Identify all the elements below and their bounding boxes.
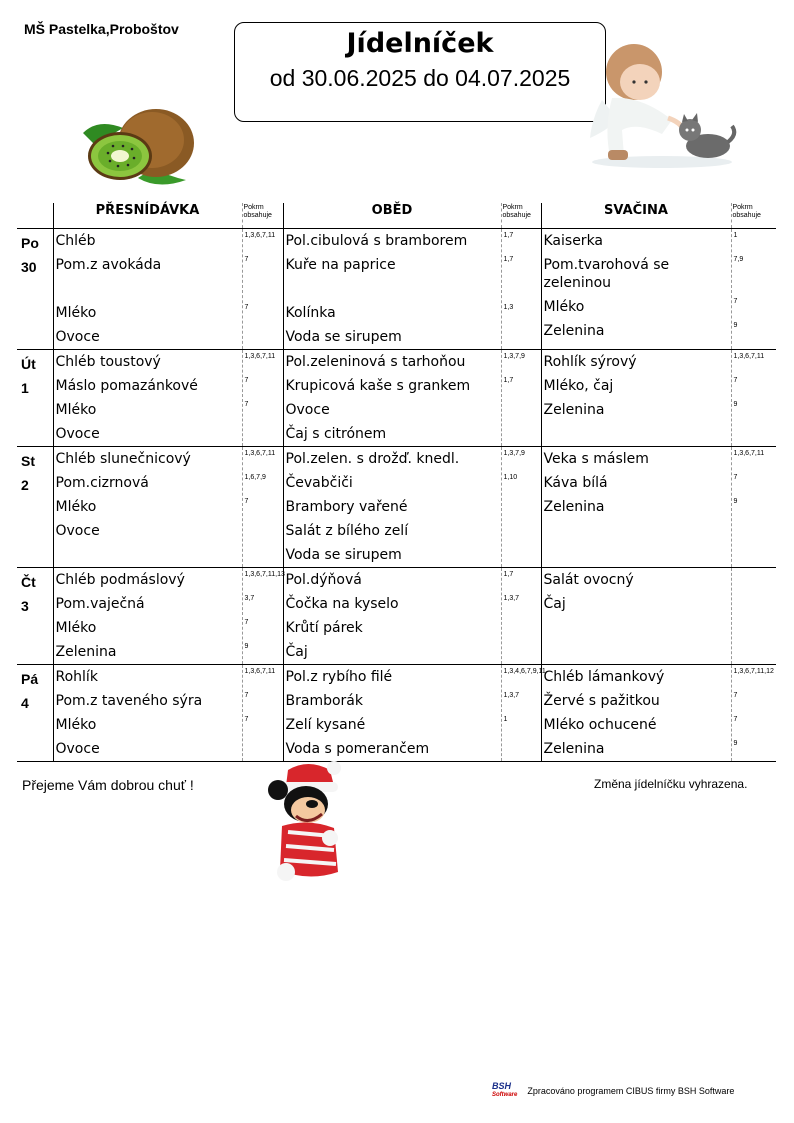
breakfast-allergen-code: 7 bbox=[244, 377, 249, 384]
lunch-allergen-code: 1 bbox=[503, 716, 508, 723]
snack-item bbox=[542, 640, 731, 664]
lunch-item: Pol.dýňová bbox=[285, 572, 362, 588]
breakfast-allergen-code bbox=[243, 737, 283, 761]
breakfast-allergens-cell bbox=[242, 568, 283, 665]
day-row bbox=[17, 665, 776, 762]
menu-body bbox=[17, 229, 776, 762]
snack-allergen-code bbox=[732, 568, 777, 592]
lunch-item: Pol.cibulová s bramborem bbox=[285, 233, 468, 249]
bsh-logo: BSH Software bbox=[492, 1081, 518, 1098]
snack-allergen-code: 7 bbox=[733, 298, 738, 305]
snack-cell bbox=[541, 665, 731, 762]
lunch-item: Kolínka bbox=[285, 305, 336, 321]
breakfast-item: Mléko bbox=[55, 620, 97, 636]
page-title: Jídelníček bbox=[346, 28, 494, 59]
day-label bbox=[17, 229, 53, 350]
breakfast-allergen-code bbox=[243, 519, 283, 543]
day-label bbox=[17, 447, 53, 568]
snack-item bbox=[542, 543, 731, 567]
breakfast-allergen-code: 1,3,6,7,11 bbox=[244, 450, 276, 457]
snack-allergen-code: 9 bbox=[733, 498, 738, 505]
lunch-allergens-cell bbox=[501, 568, 541, 665]
title-box bbox=[234, 22, 606, 122]
lunch-allergen-code bbox=[502, 737, 541, 761]
breakfast-allergens-cell bbox=[242, 229, 283, 350]
snack-allergen-code: 7 bbox=[733, 377, 738, 384]
breakfast-item: Ovoce bbox=[55, 741, 100, 757]
breakfast-cell bbox=[53, 350, 242, 447]
snack-cell bbox=[541, 229, 731, 350]
day-row bbox=[17, 447, 776, 568]
lunch-allergen-code bbox=[502, 519, 541, 543]
breakfast-item bbox=[54, 543, 242, 567]
lunch-allergen-code bbox=[502, 640, 541, 664]
breakfast-allergens-cell bbox=[242, 447, 283, 568]
snack-allergens-cell bbox=[731, 568, 776, 665]
lunch-item: Čevabčiči bbox=[285, 475, 353, 491]
header-allergens-breakfast: Pokrm obsahuje bbox=[242, 203, 283, 229]
lunch-allergen-code bbox=[502, 495, 541, 519]
wish-text: Přejeme Vám dobrou chuť ! bbox=[22, 777, 194, 793]
lunch-allergens-cell bbox=[501, 229, 541, 350]
lunch-item: Krůtí párek bbox=[285, 620, 363, 636]
snack-allergen-code: 1,3,6,7,11,12 bbox=[733, 668, 774, 675]
breakfast-item: Chléb bbox=[55, 233, 96, 249]
snack-allergen-code: 9 bbox=[733, 740, 738, 747]
day-name: Út bbox=[21, 356, 36, 372]
breakfast-allergen-code bbox=[243, 543, 283, 567]
snack-allergen-code bbox=[732, 592, 777, 616]
lunch-allergen-code bbox=[502, 616, 541, 640]
snack-allergens-cell bbox=[731, 665, 776, 762]
breakfast-cell bbox=[53, 665, 242, 762]
snack-item: Káva bílá bbox=[543, 475, 608, 491]
girl-with-cat-image bbox=[582, 38, 742, 170]
lunch-allergens-cell bbox=[501, 665, 546, 762]
snack-item: Kaiserka bbox=[543, 233, 604, 249]
snack-item: Veka s máslem bbox=[543, 451, 649, 467]
breakfast-allergen-code: 7 bbox=[244, 498, 249, 505]
lunch-cell bbox=[283, 665, 501, 762]
lunch-allergen-code bbox=[502, 543, 541, 567]
lunch-allergen-code: 1,7 bbox=[503, 377, 514, 384]
lunch-allergen-code: 1,7 bbox=[503, 256, 514, 263]
snack-allergen-code: 9 bbox=[733, 322, 738, 329]
breakfast-allergen-code: 7 bbox=[244, 401, 249, 408]
breakfast-allergen-code: 7 bbox=[244, 619, 249, 626]
lunch-allergen-code: 1,7 bbox=[503, 571, 514, 578]
lunch-item: Čaj bbox=[285, 644, 308, 660]
breakfast-allergens-cell bbox=[242, 665, 283, 762]
snack-item: Salát ovocný bbox=[543, 572, 634, 588]
breakfast-allergen-code: 1,3,6,7,11 bbox=[244, 232, 276, 239]
snack-cell bbox=[541, 447, 731, 568]
lunch-item: Ovoce bbox=[285, 402, 330, 418]
lunch-item: Bramborák bbox=[285, 693, 363, 709]
day-number: 2 bbox=[21, 477, 29, 493]
snack-allergen-code bbox=[732, 519, 777, 543]
breakfast-item bbox=[54, 277, 242, 301]
snack-allergen-code: 7 bbox=[733, 474, 738, 481]
lunch-item: Voda se sirupem bbox=[285, 547, 402, 563]
footer bbox=[492, 1082, 734, 1100]
lunch-item: Čočka na kyselo bbox=[285, 596, 399, 612]
snack-item: Mléko ochucené bbox=[543, 717, 657, 733]
snack-item: Mléko, čaj bbox=[543, 378, 614, 394]
header-allergens-snack: Pokrm obsahuje bbox=[731, 203, 776, 229]
snack-item: Zelenina bbox=[543, 402, 605, 418]
day-name: St bbox=[21, 453, 35, 469]
breakfast-item: Ovoce bbox=[55, 523, 100, 539]
day-label bbox=[17, 350, 53, 447]
breakfast-allergen-code: 1,3,6,7,11 bbox=[244, 668, 276, 675]
snack-item: Zelenina bbox=[543, 499, 605, 515]
breakfast-allergen-code: 7 bbox=[244, 256, 249, 263]
lunch-allergen-code: 1,7 bbox=[503, 232, 514, 239]
lunch-allergen-code: 1,3,7 bbox=[503, 595, 520, 602]
breakfast-allergen-code: 7 bbox=[244, 304, 249, 311]
snack-allergen-code: 7 bbox=[733, 716, 738, 723]
breakfast-item: Chléb podmáslový bbox=[55, 572, 185, 588]
breakfast-item: Chléb slunečnicový bbox=[55, 451, 191, 467]
breakfast-item: Pom.cizrnová bbox=[55, 475, 149, 491]
lunch-allergen-code bbox=[502, 277, 541, 301]
day-label bbox=[17, 568, 53, 665]
lunch-allergen-code bbox=[502, 422, 541, 446]
day-row bbox=[17, 229, 776, 350]
snack-item: Zelenina bbox=[543, 741, 605, 757]
lunch-cell bbox=[283, 229, 501, 350]
lunch-allergen-code: 1,10 bbox=[503, 474, 518, 481]
lunch-allergen-code: 1,3,7 bbox=[503, 692, 520, 699]
breakfast-allergen-code bbox=[243, 325, 283, 349]
lunch-item bbox=[284, 277, 501, 301]
lunch-allergens-cell bbox=[501, 350, 541, 447]
breakfast-cell bbox=[53, 568, 242, 665]
breakfast-allergens-cell bbox=[242, 350, 283, 447]
snack-item bbox=[542, 616, 731, 640]
lunch-item: Voda s pomerančem bbox=[285, 741, 430, 757]
lunch-allergens-cell bbox=[501, 447, 541, 568]
breakfast-item: Ovoce bbox=[55, 426, 100, 442]
lunch-item: Pol.zelen. s drožď. knedl. bbox=[285, 451, 460, 467]
footer-text: Zpracováno programem CIBUS firmy BSH Software bbox=[527, 1086, 735, 1096]
snack-item: Zelenina bbox=[543, 323, 605, 339]
breakfast-allergen-code: 3,7 bbox=[244, 595, 255, 602]
day-name: Po bbox=[21, 235, 39, 251]
lunch-allergen-code bbox=[502, 325, 541, 349]
breakfast-item: Pom.z taveného sýra bbox=[55, 693, 203, 709]
snack-item: Rohlík sýrový bbox=[543, 354, 637, 370]
day-name: Čt bbox=[21, 574, 36, 590]
breakfast-item: Mléko bbox=[55, 402, 97, 418]
day-row bbox=[17, 350, 776, 447]
snack-item: Chléb lámankový bbox=[543, 669, 665, 685]
breakfast-item: Ovoce bbox=[55, 329, 100, 345]
day-name: Pá bbox=[21, 671, 39, 687]
day-number: 3 bbox=[21, 598, 29, 614]
lunch-allergen-code: 1,3,7,9 bbox=[503, 450, 525, 457]
breakfast-allergen-code: 7 bbox=[244, 692, 249, 699]
lunch-allergen-code: 1,3,7,9 bbox=[503, 353, 525, 360]
date-range: od 30.06.2025 do 04.07.2025 bbox=[269, 65, 571, 91]
breakfast-item: Máslo pomazánkové bbox=[55, 378, 198, 394]
breakfast-allergen-code bbox=[243, 422, 283, 446]
lunch-allergen-code: 1,3,4,6,7,9,11 bbox=[503, 668, 546, 675]
snack-allergen-code: 7 bbox=[733, 692, 738, 699]
menu-table bbox=[17, 203, 776, 762]
snack-allergen-code bbox=[732, 616, 777, 640]
snack-allergen-code: 1,3,6,7,11 bbox=[733, 353, 765, 360]
snack-allergens-cell bbox=[731, 350, 776, 447]
lunch-item: Salát z bílého zelí bbox=[285, 523, 409, 539]
snack-allergen-code bbox=[732, 640, 777, 664]
kiwi-image bbox=[78, 98, 198, 190]
snack-allergens-cell bbox=[731, 447, 776, 568]
breakfast-item: Mléko bbox=[55, 717, 97, 733]
breakfast-allergen-code: 1,3,6,7,11,13 bbox=[244, 571, 285, 578]
snack-cell bbox=[541, 568, 731, 665]
day-number: 4 bbox=[21, 695, 29, 711]
lunch-item: Voda se sirupem bbox=[285, 329, 402, 345]
snack-item bbox=[542, 519, 731, 543]
lunch-cell bbox=[283, 447, 501, 568]
breakfast-allergen-code bbox=[243, 277, 283, 301]
breakfast-item: Rohlík bbox=[55, 669, 98, 685]
change-note: Změna jídelníčku vyhrazena. bbox=[594, 777, 748, 791]
lunch-item: Pol.zeleninová s tarhoňou bbox=[285, 354, 466, 370]
lunch-allergen-code bbox=[502, 398, 541, 422]
breakfast-item: Mléko bbox=[55, 499, 97, 515]
snack-allergen-code: 9 bbox=[733, 401, 738, 408]
breakfast-allergen-code: 9 bbox=[244, 643, 249, 650]
header-lunch: OBĚD bbox=[283, 203, 501, 229]
day-number: 1 bbox=[21, 380, 29, 396]
lunch-item: Pol.z rybího filé bbox=[285, 669, 393, 685]
breakfast-allergen-code: 1,3,6,7,11 bbox=[244, 353, 276, 360]
breakfast-item: Mléko bbox=[55, 305, 97, 321]
breakfast-allergen-code: 1,6,7,9 bbox=[244, 474, 266, 481]
snack-item: Pom.tvarohová se zeleninou bbox=[543, 257, 670, 291]
breakfast-item: Chléb toustový bbox=[55, 354, 161, 370]
mickey-mouse-image bbox=[268, 760, 350, 888]
header-breakfast: PŘESNÍDÁVKA bbox=[53, 203, 242, 229]
school-name: MŠ Pastelka,Proboštov bbox=[24, 21, 179, 37]
lunch-item: Zelí kysané bbox=[285, 717, 366, 733]
snack-item: Žervé s pažitkou bbox=[543, 693, 660, 709]
snack-allergens-cell bbox=[731, 229, 776, 350]
lunch-item: Kuře na paprice bbox=[285, 257, 396, 273]
day-label bbox=[17, 665, 53, 762]
header-snack: SVAČINA bbox=[541, 203, 731, 229]
lunch-allergen-code: 1,3 bbox=[503, 304, 514, 311]
breakfast-item: Zelenina bbox=[55, 644, 117, 660]
snack-item bbox=[542, 422, 731, 446]
header-row bbox=[17, 203, 776, 229]
lunch-item: Čaj s citrónem bbox=[285, 426, 387, 442]
breakfast-cell bbox=[53, 229, 242, 350]
snack-cell bbox=[541, 350, 731, 447]
header-allergens-lunch: Pokrm obsahuje bbox=[501, 203, 541, 229]
lunch-cell bbox=[283, 568, 501, 665]
snack-allergen-code: 7,9 bbox=[733, 256, 744, 263]
snack-allergen-code bbox=[732, 422, 777, 446]
breakfast-cell bbox=[53, 447, 242, 568]
lunch-item: Brambory vařené bbox=[285, 499, 408, 515]
breakfast-allergen-code: 7 bbox=[244, 716, 249, 723]
snack-allergen-code bbox=[732, 543, 777, 567]
breakfast-item: Pom.z avokáda bbox=[55, 257, 162, 273]
breakfast-item: Pom.vaječná bbox=[55, 596, 145, 612]
snack-allergen-code: 1,3,6,7,11 bbox=[733, 450, 765, 457]
snack-item: Mléko bbox=[543, 299, 585, 315]
lunch-cell bbox=[283, 350, 501, 447]
day-number: 30 bbox=[21, 259, 37, 275]
day-row bbox=[17, 568, 776, 665]
snack-item: Čaj bbox=[543, 596, 566, 612]
snack-allergen-code: 1 bbox=[733, 232, 738, 239]
lunch-item: Krupicová kaše s grankem bbox=[285, 378, 471, 394]
